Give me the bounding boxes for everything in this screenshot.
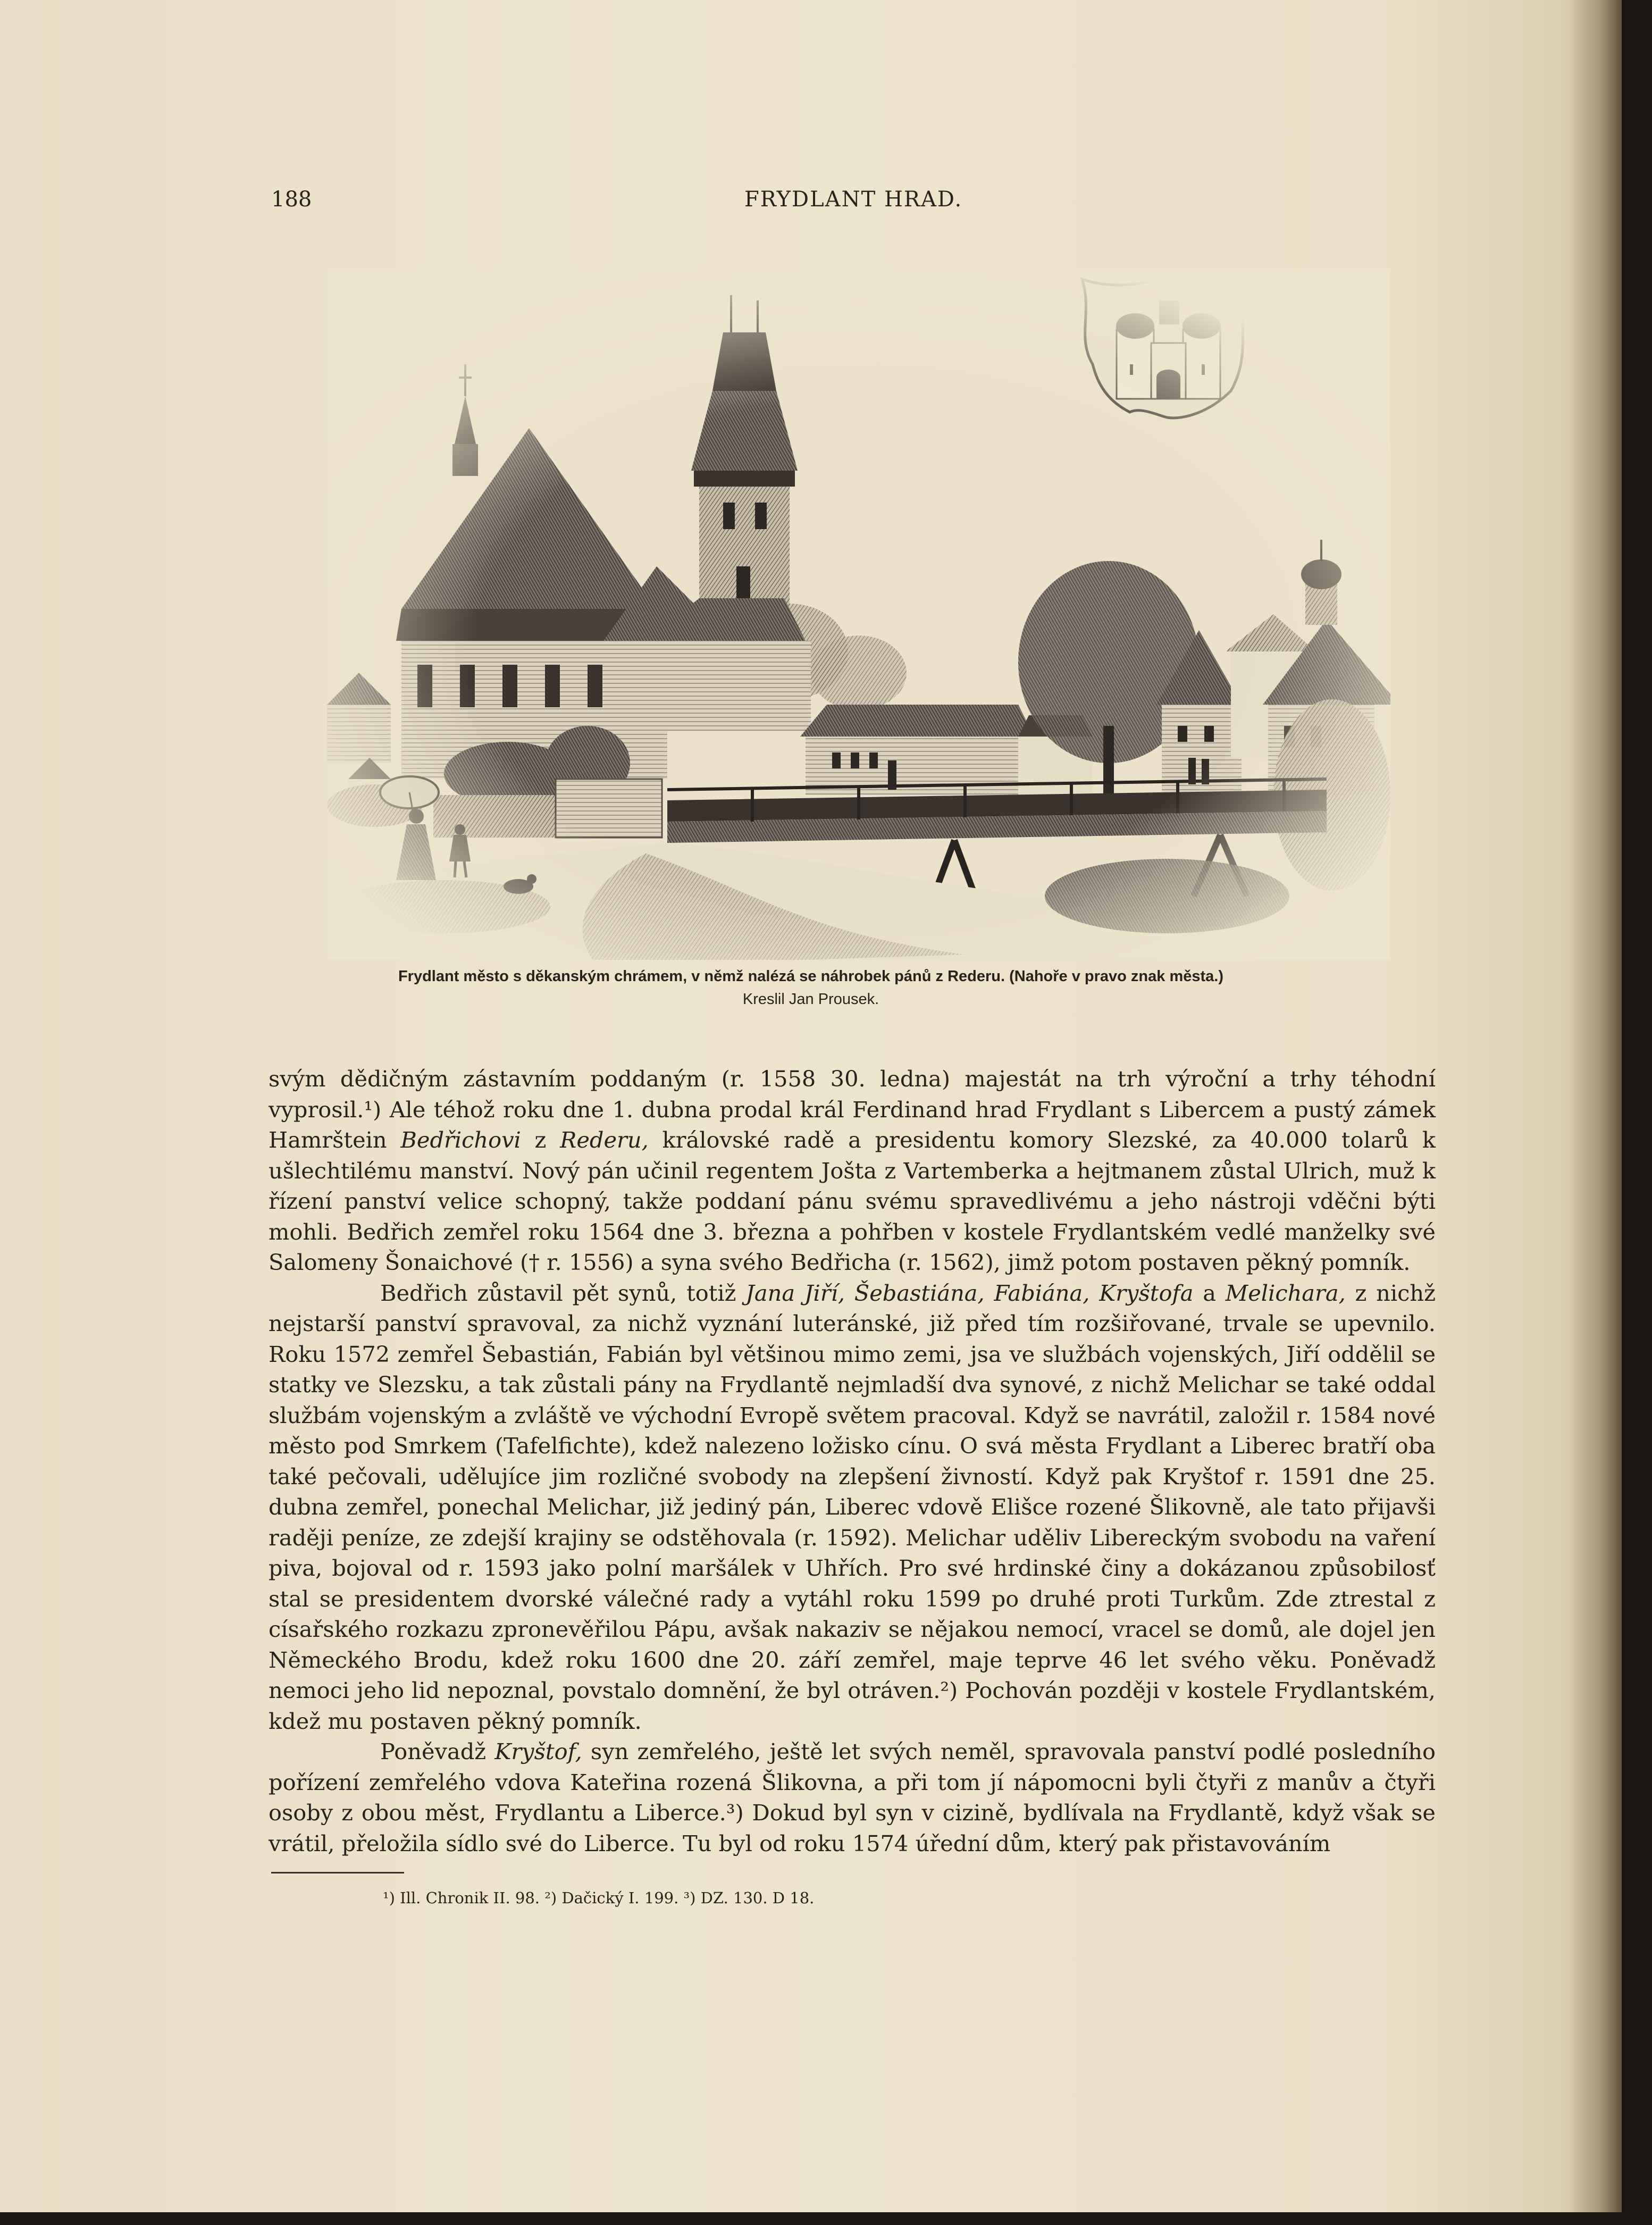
text-run: Bedřich zůstavil pět synů, totiž	[380, 1279, 746, 1306]
footnotes: ¹) Ill. Chronik II. 98. ²) Dačický I. 199. ³) DZ. 130. D 18.	[383, 1889, 815, 1907]
paragraph-3	[269, 1736, 1436, 1859]
text-run	[1089, 1280, 1099, 1306]
text-run: svým dědičným zástavním poddaným (r. 1558 30. ledna) majestát na trh výroční a trhy téhodní vyprosil.¹) Ale téhož roku dne 1. dubna prodal král Ferdinand hrad Frydlant s Libercem a pustý zámek Hamrštein	[269, 1066, 1436, 1153]
italic-name: Melichara,	[1225, 1279, 1346, 1306]
body-text	[269, 1064, 1436, 1859]
text-run: z nichž nejstarší panství spravoval, za nichž vyznání luteránské, již před tím rozšiřované, trvale se upevnilo. Roku 1572 zemřel Šebastián, Fabián byl většinou mimo zemi, jsa ve službách vojenských, Jiří oddělil se statky ve Slezsku, a tak zůstali pány na Frydlantě nejmladší dva synové, z nichž Melichar se také oddal službám vojenským a zvláště ve východní Evropě světem pracoval. Když se navrátil, založil r. 1584 nové město pod Smrkem (Tafelfichte), kdež nalezeno ložisko cínu. O svá města Frydlant a Liberec bratří oba také pečovali, udělujíce jim rozličné svobody na zlepšení živností. Když pak Kryštof r. 1591 dne 25. dubna zemřel, ponechal Melichar, již jediný pán, Liberec vdově Elišce rozené Šlikovně, ale tato přijavši raději peníze, ze zdejší krajiny se odstěhovala (r. 1592). Melichar uděliv Libereckým svobodu na vaření piva, bojoval od r. 1593 jako polní maršálek v Uhřích. Pro své hrdinské činy a dokázanou způsobilosť stal se presidentem dvorské válečné rady a vytáhl roku 1599 po druhé proti Turkům. Zde ztrestal z císařského rozkazu zpronevěřilou Pápu, avšak nakaziv se nějakou nemocí, vracel se domů, ale dojel jen Německého Brodu, kdež roku 1600 dne 20. září zemřel, maje teprve 46 let svého věku. Poněvadž nemoci jeho lid nepoznal, povstalo domnění, že byl otráven.²) Pochován později v kostele Frydlantském, kdež mu postaven pěkný pomník.	[269, 1279, 1436, 1734]
text-run: z	[521, 1127, 560, 1153]
italic-name: Kryštofa	[1099, 1279, 1194, 1306]
page-gutter-shadow	[1571, 0, 1622, 2212]
paragraph-1	[269, 1064, 1436, 1278]
italic-name: Rederu,	[560, 1127, 649, 1153]
text-run	[985, 1280, 994, 1306]
text-run: a	[1193, 1279, 1226, 1306]
page-number: 188	[271, 187, 312, 212]
paragraph-2	[269, 1278, 1436, 1737]
italic-name: Bedřichovi	[400, 1127, 521, 1153]
italic-name: Jana Jiří,	[745, 1279, 845, 1306]
text-run: syn zemřelého, ještě let svých neměl, spravovala panství podlé posledního pořízení zemřelého vdova Kateřina rozená Šlikovna, a při tom jí nápomocni byli čtyři z manův a čtyři osoby z obou měst, Frydlantu a Liberce.³) Dokud byl syn v cizině, bydlívala na Frydlantě, když však se vrátil, přeložila sídlo své do Liberce. Tu byl od roku 1574 úřední dům, který pak přistavováním	[269, 1738, 1436, 1856]
footnote-divider	[271, 1872, 404, 1873]
figure-credit: Kreslil Jan Prousek.	[742, 991, 879, 1008]
italic-name: Šebastiána,	[854, 1279, 985, 1306]
italic-name: Kryštof,	[494, 1738, 582, 1764]
figure-caption: Frydlant město s děkanským chrámem, v němž nalézá se náhrobek pánů z Rederu. (Nahoře v pravo znak města.)	[398, 968, 1224, 985]
italic-name: Fabiána,	[994, 1279, 1090, 1306]
text-run	[845, 1280, 854, 1306]
engraving-illustration	[327, 269, 1390, 960]
text-run: královské radě a presidentu komory Slezské, za 40.000 tolarů k ušlechtilému manství. Nový pán učinil regentem Jošta z Vartemberka a hejtmanem zůstal Ulrich, muž k řízení panství velice schopný, takže poddaní pánu svému spravedlivému a jeho nástroji vděčni býti mohli. Bedřich zemřel roku 1564 dne 3. března a pohřben v kostele Frydlantském vedlé manželky své Salomeny Šonaichové († r. 1556) a syna svého Bedřicha (r. 1562), jimž potom postaven pěkný pomník.	[269, 1127, 1436, 1275]
running-head: FRYDLANT HRAD.	[744, 187, 963, 212]
text-run: Poněvadž	[380, 1738, 495, 1764]
